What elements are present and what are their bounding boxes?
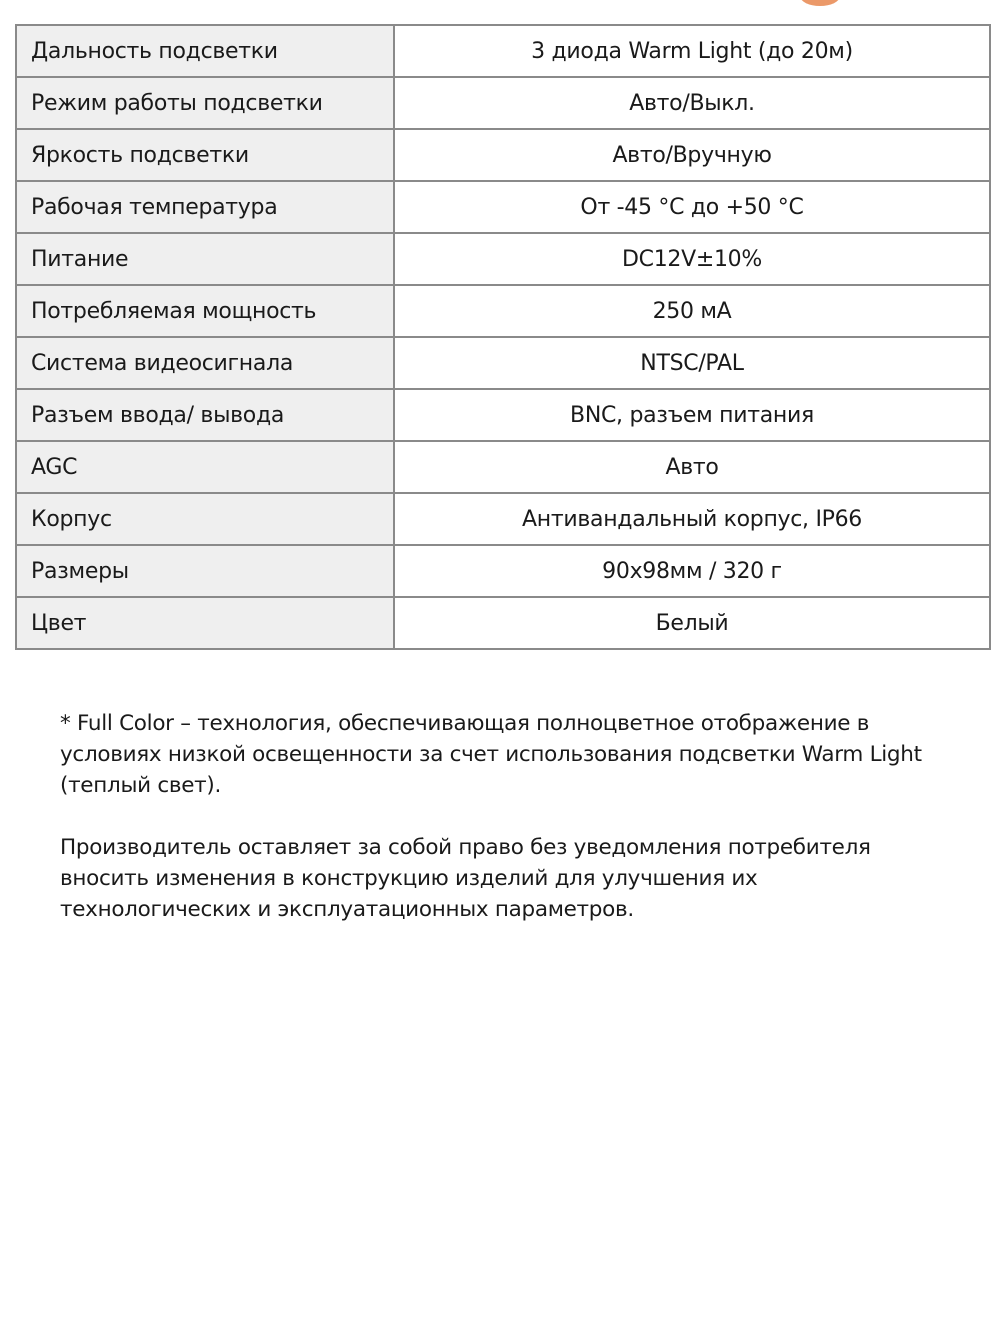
table-row [16, 337, 990, 389]
spec-param: Корпус [16, 493, 394, 545]
table-row [16, 597, 990, 649]
table-row [16, 25, 990, 77]
spec-value: 3 диода Warm Light (до 20м) [394, 25, 990, 77]
spec-param: Размеры [16, 545, 394, 597]
spec-param: AGC [16, 441, 394, 493]
spec-value: Белый [394, 597, 990, 649]
spec-param: Дальность подсветки [16, 25, 394, 77]
spec-value: Антивандальный корпус, IP66 [394, 493, 990, 545]
spec-table [15, 24, 991, 650]
spec-value: DC12V±10% [394, 233, 990, 285]
spec-value: Авто/Выкл. [394, 77, 990, 129]
top-accent-shape [800, 0, 840, 6]
table-row [16, 493, 990, 545]
table-row [16, 545, 990, 597]
spec-param: Потребляемая мощность [16, 285, 394, 337]
spec-param: Рабочая температура [16, 181, 394, 233]
spec-value: BNC, разъем питания [394, 389, 990, 441]
full-color-note: * Full Color – технология, обеспечивающая полноцветное отображение в условиях низкой освещенности за счет использования подсветки Warm Light (теплый свет). [60, 711, 922, 798]
spec-param: Разъем ввода/ вывода [16, 389, 394, 441]
table-row [16, 181, 990, 233]
table-row [16, 389, 990, 441]
spec-param: Яркость подсветки [16, 129, 394, 181]
manufacturer-disclaimer: Производитель оставляет за собой право без уведомления потребителя вносить изменения в конструкцию изделий для улучшения их технологических и эксплуатационных параметров. [60, 835, 871, 922]
spec-value: От -45 °C до +50 °C [394, 181, 990, 233]
spec-value: Авто/Вручную [394, 129, 990, 181]
table-row [16, 441, 990, 493]
spec-param: Питание [16, 233, 394, 285]
footnotes [60, 708, 940, 956]
spec-value: 90x98мм / 320 г [394, 545, 990, 597]
table-row [16, 77, 990, 129]
table-row [16, 233, 990, 285]
table-row [16, 129, 990, 181]
spec-param: Система видеосигнала [16, 337, 394, 389]
table-row [16, 285, 990, 337]
spec-value: NTSC/PAL [394, 337, 990, 389]
spec-param: Цвет [16, 597, 394, 649]
spec-value: 250 мА [394, 285, 990, 337]
spec-value: Авто [394, 441, 990, 493]
spec-param: Режим работы подсветки [16, 77, 394, 129]
